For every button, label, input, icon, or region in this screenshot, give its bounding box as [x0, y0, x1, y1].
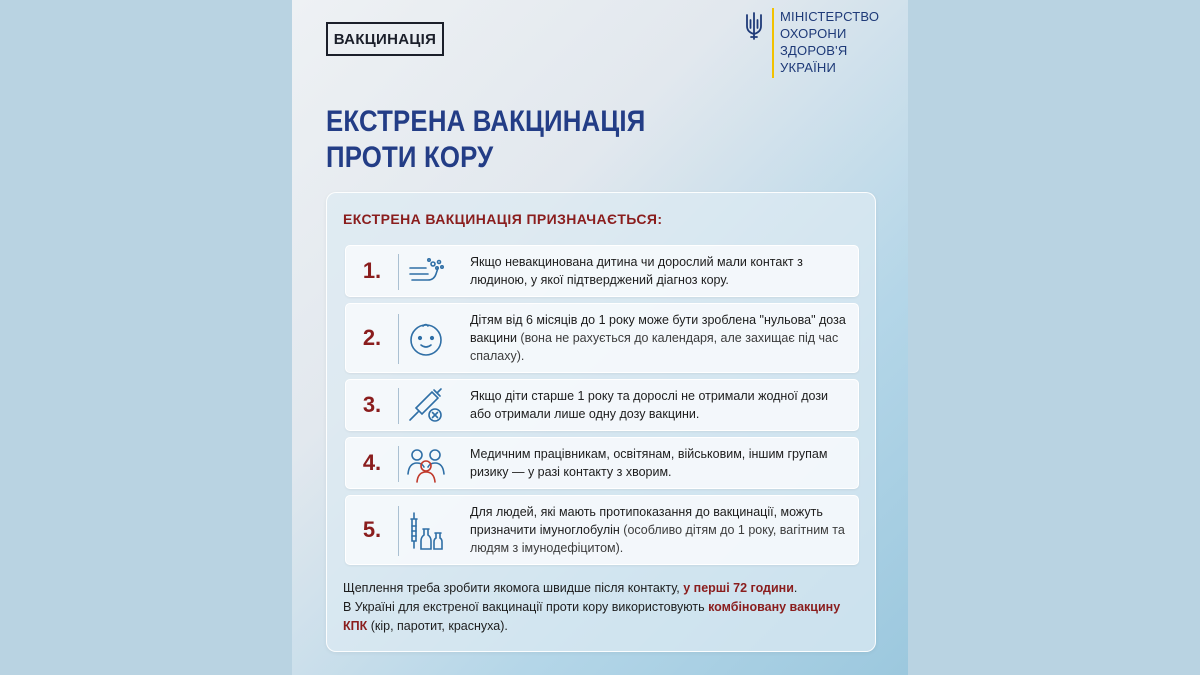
divider — [398, 506, 399, 556]
trident-icon — [744, 12, 764, 40]
divider — [398, 254, 399, 290]
item-text: Якщо невакцинована дитина чи дорослий мали контакт з людиною, у якої підтверджений діагноз кору. — [470, 255, 803, 287]
ministry-logo — [744, 8, 879, 84]
footer-note: Щеплення треба зробити якомога швидше після контакту, у перші 72 години. В Україні для екстреної вакцинації проти кору використовують комбіновану вакцину КПК (кір, паротит, краснуха). — [343, 581, 841, 633]
people-group-icon — [406, 444, 446, 484]
item-text: Дітям від 6 місяців до 1 року може бути зроблена "нульова" доза вакцини (вона не рахується до календаря, але захищає під час спалаху). — [470, 313, 846, 363]
baby-face-icon — [406, 319, 446, 359]
contact-hand-icon — [406, 252, 446, 292]
vials-icon — [406, 511, 446, 551]
card-heading: ЕКСТРЕНА ВАКЦИНАЦІЯ ПРИЗНАЧАЄТЬСЯ: — [343, 211, 663, 227]
item-text: Для людей, які мають протипоказання до вакцинації, можуть призначити імуноглобулін (особливо дітям до 1 року, вагітним та людям з імунодефіцитом). — [470, 505, 845, 555]
page-title: ЕКСТРЕНА ВАКЦИНАЦІЯ ПРОТИ КОРУ — [326, 105, 646, 174]
ministry-divider — [772, 8, 774, 78]
divider — [398, 446, 399, 482]
list-item — [345, 303, 859, 373]
item-number: 5. — [362, 517, 382, 542]
list-item — [345, 245, 859, 297]
list-item — [345, 437, 859, 489]
category-tag: ВАКЦИНАЦІЯ — [326, 22, 444, 56]
item-number: 1. — [362, 258, 382, 283]
divider — [398, 388, 399, 424]
divider — [398, 314, 399, 364]
syringe-icon — [406, 386, 446, 426]
item-number: 4. — [362, 450, 382, 475]
info-card — [326, 192, 876, 652]
item-text: Медичним працівникам, освітянам, військовим, іншим групам ризику — у разі контакту з хворим. — [470, 447, 828, 479]
item-number: 3. — [362, 392, 382, 417]
poster — [292, 0, 908, 675]
item-text: Якщо діти старше 1 року та дорослі не отримали жодної дози або отримали лише одну дозу вакцини. — [470, 389, 829, 421]
item-number: 2. — [362, 325, 382, 350]
list-item — [345, 495, 859, 565]
ministry-name: МІНІСТЕРСТВО ОХОРОНИ ЗДОРОВ'Я УКРАЇНИ — [780, 9, 880, 75]
list-item — [345, 379, 859, 431]
